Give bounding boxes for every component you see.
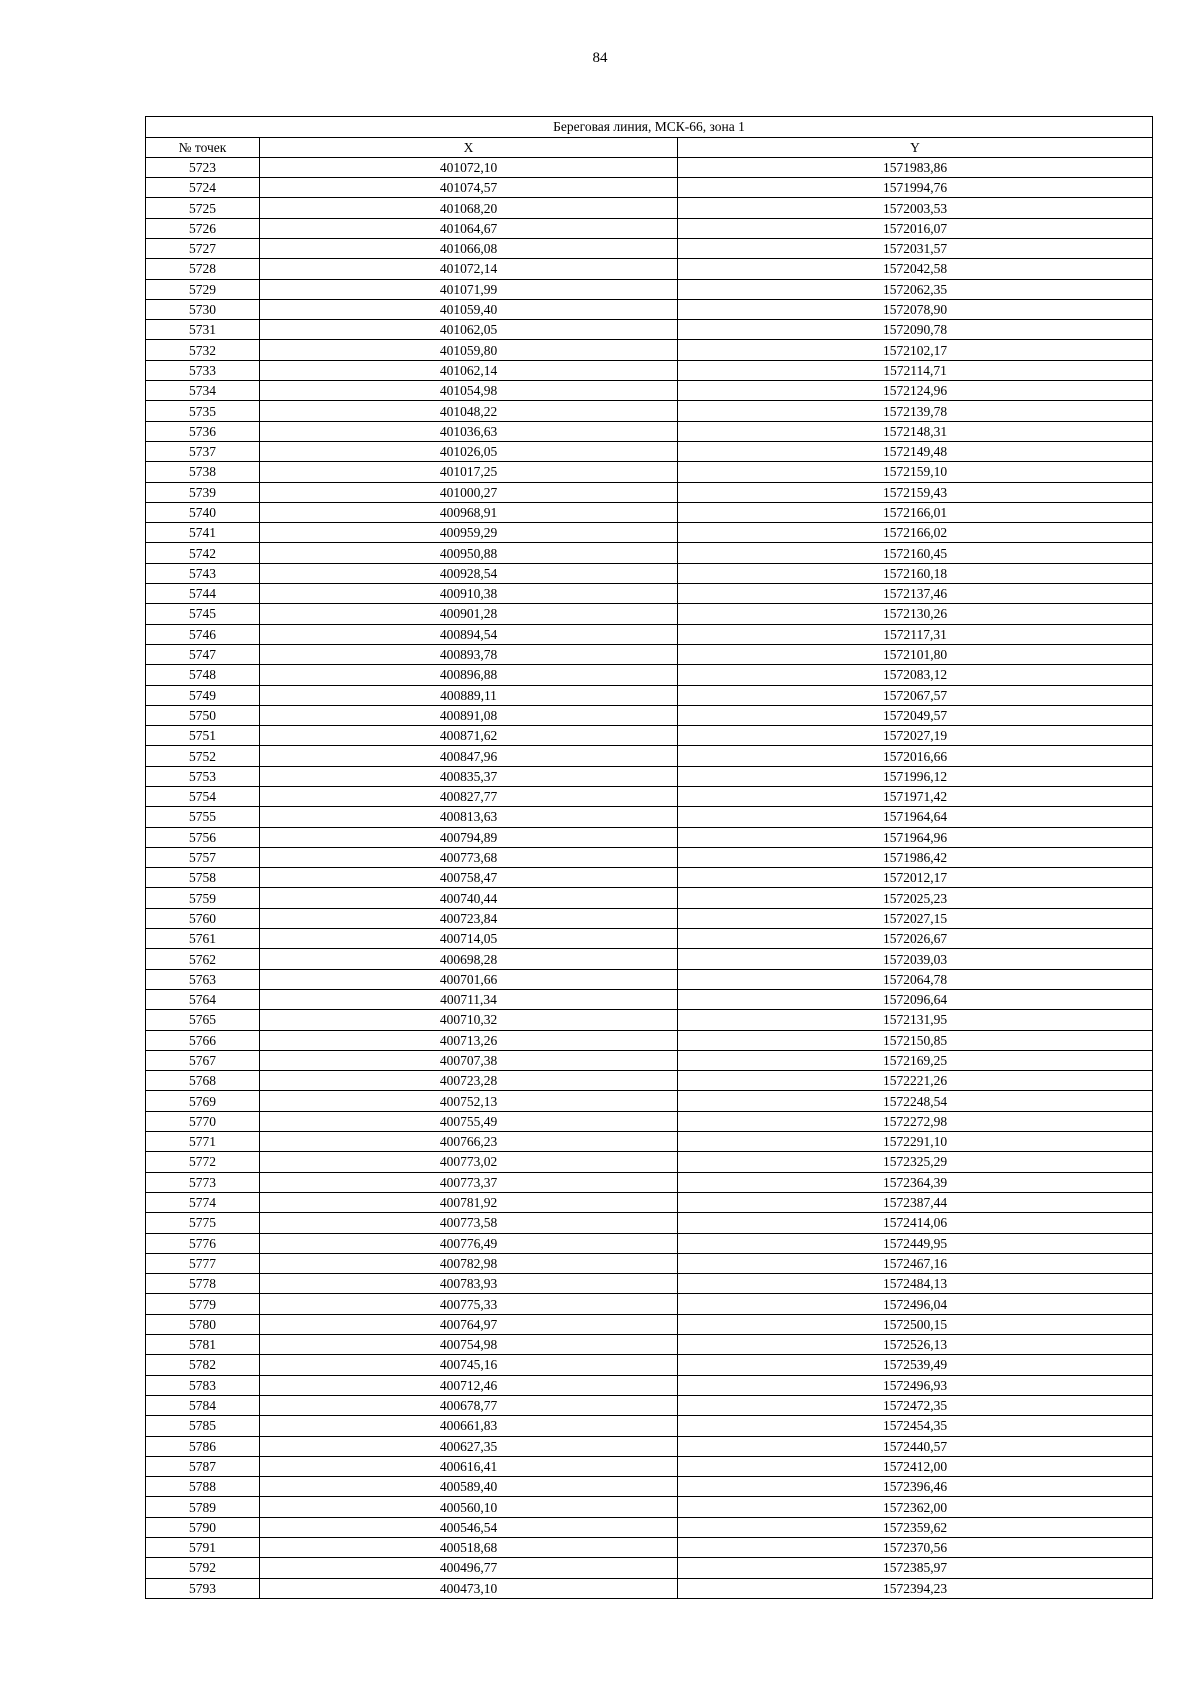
point-number-cell: 5749 bbox=[146, 685, 260, 705]
table-row bbox=[146, 1172, 1153, 1192]
x-cell: 400775,33 bbox=[260, 1294, 678, 1314]
x-cell: 400968,91 bbox=[260, 502, 678, 522]
table-row bbox=[146, 1314, 1153, 1334]
x-cell: 400773,02 bbox=[260, 1152, 678, 1172]
point-number-cell: 5786 bbox=[146, 1436, 260, 1456]
table-row bbox=[146, 685, 1153, 705]
y-cell: 1572364,39 bbox=[678, 1172, 1153, 1192]
point-number-cell: 5747 bbox=[146, 644, 260, 664]
y-cell: 1572090,78 bbox=[678, 320, 1153, 340]
table-row bbox=[146, 1558, 1153, 1578]
x-cell: 401059,80 bbox=[260, 340, 678, 360]
x-cell: 400910,38 bbox=[260, 584, 678, 604]
x-cell: 401000,27 bbox=[260, 482, 678, 502]
point-number-cell: 5756 bbox=[146, 827, 260, 847]
y-cell: 1572150,85 bbox=[678, 1030, 1153, 1050]
point-number-cell: 5750 bbox=[146, 705, 260, 725]
table-row bbox=[146, 1213, 1153, 1233]
x-cell: 400560,10 bbox=[260, 1497, 678, 1517]
point-number-cell: 5773 bbox=[146, 1172, 260, 1192]
table-row bbox=[146, 908, 1153, 928]
point-number-cell: 5746 bbox=[146, 624, 260, 644]
point-number-cell: 5785 bbox=[146, 1416, 260, 1436]
x-cell: 401048,22 bbox=[260, 401, 678, 421]
x-cell: 401062,14 bbox=[260, 360, 678, 380]
point-number-cell: 5743 bbox=[146, 563, 260, 583]
x-cell: 401072,10 bbox=[260, 157, 678, 177]
x-cell: 401017,25 bbox=[260, 462, 678, 482]
table-row bbox=[146, 157, 1153, 177]
table-row bbox=[146, 523, 1153, 543]
point-number-cell: 5793 bbox=[146, 1578, 260, 1598]
point-number-cell: 5782 bbox=[146, 1355, 260, 1375]
x-cell: 400723,28 bbox=[260, 1071, 678, 1091]
table-row bbox=[146, 1132, 1153, 1152]
x-cell: 400712,46 bbox=[260, 1375, 678, 1395]
point-number-cell: 5784 bbox=[146, 1395, 260, 1415]
point-number-cell: 5723 bbox=[146, 157, 260, 177]
x-cell: 400783,93 bbox=[260, 1274, 678, 1294]
x-cell: 400473,10 bbox=[260, 1578, 678, 1598]
y-cell: 1572526,13 bbox=[678, 1335, 1153, 1355]
y-cell: 1571971,42 bbox=[678, 787, 1153, 807]
x-cell: 400711,34 bbox=[260, 989, 678, 1009]
point-number-cell: 5726 bbox=[146, 218, 260, 238]
x-cell: 400891,08 bbox=[260, 705, 678, 725]
y-cell: 1572160,18 bbox=[678, 563, 1153, 583]
table-title: Береговая линия, МСК-66, зона 1 bbox=[146, 117, 1153, 138]
x-cell: 401072,14 bbox=[260, 259, 678, 279]
y-cell: 1572472,35 bbox=[678, 1395, 1153, 1415]
x-cell: 400894,54 bbox=[260, 624, 678, 644]
x-cell: 400707,38 bbox=[260, 1050, 678, 1070]
point-number-cell: 5732 bbox=[146, 340, 260, 360]
table-row bbox=[146, 320, 1153, 340]
y-cell: 1572012,17 bbox=[678, 868, 1153, 888]
point-number-cell: 5770 bbox=[146, 1111, 260, 1131]
x-cell: 400678,77 bbox=[260, 1395, 678, 1415]
header-y: Y bbox=[678, 137, 1153, 157]
y-cell: 1571964,64 bbox=[678, 807, 1153, 827]
point-number-cell: 5787 bbox=[146, 1456, 260, 1476]
x-cell: 400901,28 bbox=[260, 604, 678, 624]
y-cell: 1572026,67 bbox=[678, 929, 1153, 949]
y-cell: 1572067,57 bbox=[678, 685, 1153, 705]
point-number-cell: 5779 bbox=[146, 1294, 260, 1314]
table-row bbox=[146, 1436, 1153, 1456]
x-cell: 401064,67 bbox=[260, 218, 678, 238]
point-number-cell: 5767 bbox=[146, 1050, 260, 1070]
x-cell: 400740,44 bbox=[260, 888, 678, 908]
y-cell: 1572412,00 bbox=[678, 1456, 1153, 1476]
y-cell: 1572003,53 bbox=[678, 198, 1153, 218]
table-row bbox=[146, 1456, 1153, 1476]
x-cell: 400776,49 bbox=[260, 1233, 678, 1253]
point-number-cell: 5731 bbox=[146, 320, 260, 340]
table-row bbox=[146, 665, 1153, 685]
table-row bbox=[146, 1477, 1153, 1497]
point-number-cell: 5771 bbox=[146, 1132, 260, 1152]
point-number-cell: 5729 bbox=[146, 279, 260, 299]
table-row bbox=[146, 1050, 1153, 1070]
point-number-cell: 5759 bbox=[146, 888, 260, 908]
x-cell: 400546,54 bbox=[260, 1517, 678, 1537]
x-cell: 400827,77 bbox=[260, 787, 678, 807]
y-cell: 1572370,56 bbox=[678, 1537, 1153, 1557]
x-cell: 400950,88 bbox=[260, 543, 678, 563]
table-row bbox=[146, 462, 1153, 482]
table-row bbox=[146, 787, 1153, 807]
x-cell: 400764,97 bbox=[260, 1314, 678, 1334]
point-number-cell: 5752 bbox=[146, 746, 260, 766]
x-cell: 400847,96 bbox=[260, 746, 678, 766]
table-row bbox=[146, 340, 1153, 360]
table-row bbox=[146, 441, 1153, 461]
table-row bbox=[146, 766, 1153, 786]
table-row bbox=[146, 1253, 1153, 1273]
table-row bbox=[146, 644, 1153, 664]
y-cell: 1572496,04 bbox=[678, 1294, 1153, 1314]
y-cell: 1572449,95 bbox=[678, 1233, 1153, 1253]
point-number-cell: 5765 bbox=[146, 1010, 260, 1030]
point-number-cell: 5775 bbox=[146, 1213, 260, 1233]
x-cell: 400766,23 bbox=[260, 1132, 678, 1152]
y-cell: 1571964,96 bbox=[678, 827, 1153, 847]
table-row bbox=[146, 279, 1153, 299]
table-row bbox=[146, 1537, 1153, 1557]
x-cell: 400781,92 bbox=[260, 1192, 678, 1212]
x-cell: 400698,28 bbox=[260, 949, 678, 969]
point-number-cell: 5780 bbox=[146, 1314, 260, 1334]
point-number-cell: 5790 bbox=[146, 1517, 260, 1537]
y-cell: 1572362,00 bbox=[678, 1497, 1153, 1517]
point-number-cell: 5737 bbox=[146, 441, 260, 461]
y-cell: 1572101,80 bbox=[678, 644, 1153, 664]
y-cell: 1572385,97 bbox=[678, 1558, 1153, 1578]
table-row bbox=[146, 1375, 1153, 1395]
y-cell: 1572062,35 bbox=[678, 279, 1153, 299]
table-row bbox=[146, 1497, 1153, 1517]
y-cell: 1571983,86 bbox=[678, 157, 1153, 177]
table-title-row bbox=[146, 117, 1153, 138]
x-cell: 400723,84 bbox=[260, 908, 678, 928]
x-cell: 400896,88 bbox=[260, 665, 678, 685]
table-row bbox=[146, 989, 1153, 1009]
x-cell: 400752,13 bbox=[260, 1091, 678, 1111]
table-row bbox=[146, 969, 1153, 989]
table-row bbox=[146, 1111, 1153, 1131]
table-row bbox=[146, 1030, 1153, 1050]
x-cell: 400713,26 bbox=[260, 1030, 678, 1050]
point-number-cell: 5789 bbox=[146, 1497, 260, 1517]
x-cell: 400889,11 bbox=[260, 685, 678, 705]
y-cell: 1572169,25 bbox=[678, 1050, 1153, 1070]
point-number-cell: 5768 bbox=[146, 1071, 260, 1091]
table-row bbox=[146, 238, 1153, 258]
y-cell: 1572159,10 bbox=[678, 462, 1153, 482]
table-row bbox=[146, 401, 1153, 421]
table-row bbox=[146, 482, 1153, 502]
table-header-row bbox=[146, 137, 1153, 157]
y-cell: 1572130,26 bbox=[678, 604, 1153, 624]
x-cell: 401068,20 bbox=[260, 198, 678, 218]
x-cell: 400745,16 bbox=[260, 1355, 678, 1375]
point-number-cell: 5769 bbox=[146, 1091, 260, 1111]
x-cell: 400794,89 bbox=[260, 827, 678, 847]
point-number-cell: 5735 bbox=[146, 401, 260, 421]
y-cell: 1572114,71 bbox=[678, 360, 1153, 380]
table-row bbox=[146, 1416, 1153, 1436]
table-row bbox=[146, 807, 1153, 827]
y-cell: 1572027,19 bbox=[678, 726, 1153, 746]
table-row bbox=[146, 1517, 1153, 1537]
x-cell: 400714,05 bbox=[260, 929, 678, 949]
x-cell: 400773,37 bbox=[260, 1172, 678, 1192]
y-cell: 1572049,57 bbox=[678, 705, 1153, 725]
x-cell: 400758,47 bbox=[260, 868, 678, 888]
table-row bbox=[146, 746, 1153, 766]
table-row bbox=[146, 563, 1153, 583]
table-row bbox=[146, 1233, 1153, 1253]
point-number-cell: 5745 bbox=[146, 604, 260, 624]
x-cell: 400928,54 bbox=[260, 563, 678, 583]
y-cell: 1572016,07 bbox=[678, 218, 1153, 238]
table-row bbox=[146, 949, 1153, 969]
y-cell: 1571994,76 bbox=[678, 178, 1153, 198]
x-cell: 401071,99 bbox=[260, 279, 678, 299]
table-row bbox=[146, 1395, 1153, 1415]
y-cell: 1572025,23 bbox=[678, 888, 1153, 908]
point-number-cell: 5739 bbox=[146, 482, 260, 502]
x-cell: 400773,58 bbox=[260, 1213, 678, 1233]
table-row bbox=[146, 1578, 1153, 1598]
point-number-cell: 5764 bbox=[146, 989, 260, 1009]
table-row bbox=[146, 218, 1153, 238]
x-cell: 400782,98 bbox=[260, 1253, 678, 1273]
y-cell: 1572291,10 bbox=[678, 1132, 1153, 1152]
x-cell: 401026,05 bbox=[260, 441, 678, 461]
point-number-cell: 5758 bbox=[146, 868, 260, 888]
table-row bbox=[146, 1091, 1153, 1111]
table-row bbox=[146, 604, 1153, 624]
y-cell: 1572272,98 bbox=[678, 1111, 1153, 1131]
point-number-cell: 5763 bbox=[146, 969, 260, 989]
point-number-cell: 5738 bbox=[146, 462, 260, 482]
x-cell: 400755,49 bbox=[260, 1111, 678, 1131]
point-number-cell: 5733 bbox=[146, 360, 260, 380]
x-cell: 401036,63 bbox=[260, 421, 678, 441]
table-row bbox=[146, 1152, 1153, 1172]
table-row bbox=[146, 198, 1153, 218]
y-cell: 1572387,44 bbox=[678, 1192, 1153, 1212]
table-row bbox=[146, 299, 1153, 319]
table-row bbox=[146, 1192, 1153, 1212]
table-row bbox=[146, 259, 1153, 279]
x-cell: 400871,62 bbox=[260, 726, 678, 746]
y-cell: 1572117,31 bbox=[678, 624, 1153, 644]
point-number-cell: 5774 bbox=[146, 1192, 260, 1212]
y-cell: 1572359,62 bbox=[678, 1517, 1153, 1537]
y-cell: 1572248,54 bbox=[678, 1091, 1153, 1111]
table-row bbox=[146, 360, 1153, 380]
y-cell: 1571986,42 bbox=[678, 847, 1153, 867]
table-row bbox=[146, 624, 1153, 644]
y-cell: 1572083,12 bbox=[678, 665, 1153, 685]
y-cell: 1572042,58 bbox=[678, 259, 1153, 279]
y-cell: 1572137,46 bbox=[678, 584, 1153, 604]
y-cell: 1571996,12 bbox=[678, 766, 1153, 786]
table-row bbox=[146, 726, 1153, 746]
x-cell: 400616,41 bbox=[260, 1456, 678, 1476]
y-cell: 1572031,57 bbox=[678, 238, 1153, 258]
x-cell: 400661,83 bbox=[260, 1416, 678, 1436]
point-number-cell: 5742 bbox=[146, 543, 260, 563]
coordinates-table bbox=[145, 116, 1153, 1599]
table-row bbox=[146, 847, 1153, 867]
point-number-cell: 5724 bbox=[146, 178, 260, 198]
point-number-cell: 5741 bbox=[146, 523, 260, 543]
point-number-cell: 5725 bbox=[146, 198, 260, 218]
x-cell: 400813,63 bbox=[260, 807, 678, 827]
point-number-cell: 5783 bbox=[146, 1375, 260, 1395]
x-cell: 400589,40 bbox=[260, 1477, 678, 1497]
header-point-number: № точек bbox=[146, 137, 260, 157]
y-cell: 1572160,45 bbox=[678, 543, 1153, 563]
y-cell: 1572500,15 bbox=[678, 1314, 1153, 1334]
y-cell: 1572139,78 bbox=[678, 401, 1153, 421]
x-cell: 400627,35 bbox=[260, 1436, 678, 1456]
table-row bbox=[146, 929, 1153, 949]
y-cell: 1572016,66 bbox=[678, 746, 1153, 766]
table-row bbox=[146, 1335, 1153, 1355]
x-cell: 400835,37 bbox=[260, 766, 678, 786]
point-number-cell: 5744 bbox=[146, 584, 260, 604]
page-number: 84 bbox=[592, 50, 608, 66]
x-cell: 400518,68 bbox=[260, 1537, 678, 1557]
y-cell: 1572159,43 bbox=[678, 482, 1153, 502]
point-number-cell: 5781 bbox=[146, 1335, 260, 1355]
table-row bbox=[146, 502, 1153, 522]
table-row bbox=[146, 421, 1153, 441]
table-row bbox=[146, 888, 1153, 908]
y-cell: 1572102,17 bbox=[678, 340, 1153, 360]
point-number-cell: 5778 bbox=[146, 1274, 260, 1294]
y-cell: 1572096,64 bbox=[678, 989, 1153, 1009]
header-x: X bbox=[260, 137, 678, 157]
y-cell: 1572454,35 bbox=[678, 1416, 1153, 1436]
x-cell: 400701,66 bbox=[260, 969, 678, 989]
point-number-cell: 5728 bbox=[146, 259, 260, 279]
table-body bbox=[146, 157, 1153, 1598]
x-cell: 401074,57 bbox=[260, 178, 678, 198]
y-cell: 1572064,78 bbox=[678, 969, 1153, 989]
table-row bbox=[146, 543, 1153, 563]
y-cell: 1572394,23 bbox=[678, 1578, 1153, 1598]
point-number-cell: 5788 bbox=[146, 1477, 260, 1497]
table-row bbox=[146, 1355, 1153, 1375]
y-cell: 1572440,57 bbox=[678, 1436, 1153, 1456]
point-number-cell: 5772 bbox=[146, 1152, 260, 1172]
point-number-cell: 5736 bbox=[146, 421, 260, 441]
y-cell: 1572124,96 bbox=[678, 381, 1153, 401]
point-number-cell: 5730 bbox=[146, 299, 260, 319]
table-row bbox=[146, 1274, 1153, 1294]
table-row bbox=[146, 1294, 1153, 1314]
x-cell: 400773,68 bbox=[260, 847, 678, 867]
point-number-cell: 5766 bbox=[146, 1030, 260, 1050]
y-cell: 1572484,13 bbox=[678, 1274, 1153, 1294]
y-cell: 1572467,16 bbox=[678, 1253, 1153, 1273]
y-cell: 1572414,06 bbox=[678, 1213, 1153, 1233]
point-number-cell: 5754 bbox=[146, 787, 260, 807]
y-cell: 1572131,95 bbox=[678, 1010, 1153, 1030]
y-cell: 1572148,31 bbox=[678, 421, 1153, 441]
x-cell: 401054,98 bbox=[260, 381, 678, 401]
x-cell: 400754,98 bbox=[260, 1335, 678, 1355]
point-number-cell: 5755 bbox=[146, 807, 260, 827]
table-row bbox=[146, 827, 1153, 847]
y-cell: 1572325,29 bbox=[678, 1152, 1153, 1172]
x-cell: 400710,32 bbox=[260, 1010, 678, 1030]
x-cell: 401066,08 bbox=[260, 238, 678, 258]
point-number-cell: 5727 bbox=[146, 238, 260, 258]
point-number-cell: 5734 bbox=[146, 381, 260, 401]
x-cell: 401059,40 bbox=[260, 299, 678, 319]
point-number-cell: 5751 bbox=[146, 726, 260, 746]
table-row bbox=[146, 584, 1153, 604]
table-row bbox=[146, 1071, 1153, 1091]
point-number-cell: 5791 bbox=[146, 1537, 260, 1557]
point-number-cell: 5761 bbox=[146, 929, 260, 949]
point-number-cell: 5777 bbox=[146, 1253, 260, 1273]
point-number-cell: 5748 bbox=[146, 665, 260, 685]
y-cell: 1572539,49 bbox=[678, 1355, 1153, 1375]
y-cell: 1572221,26 bbox=[678, 1071, 1153, 1091]
y-cell: 1572039,03 bbox=[678, 949, 1153, 969]
x-cell: 401062,05 bbox=[260, 320, 678, 340]
y-cell: 1572027,15 bbox=[678, 908, 1153, 928]
x-cell: 400496,77 bbox=[260, 1558, 678, 1578]
point-number-cell: 5760 bbox=[146, 908, 260, 928]
x-cell: 400893,78 bbox=[260, 644, 678, 664]
point-number-cell: 5776 bbox=[146, 1233, 260, 1253]
y-cell: 1572166,01 bbox=[678, 502, 1153, 522]
table-row bbox=[146, 381, 1153, 401]
y-cell: 1572149,48 bbox=[678, 441, 1153, 461]
y-cell: 1572396,46 bbox=[678, 1477, 1153, 1497]
point-number-cell: 5757 bbox=[146, 847, 260, 867]
table-row bbox=[146, 178, 1153, 198]
point-number-cell: 5762 bbox=[146, 949, 260, 969]
y-cell: 1572496,93 bbox=[678, 1375, 1153, 1395]
y-cell: 1572078,90 bbox=[678, 299, 1153, 319]
table-row bbox=[146, 1010, 1153, 1030]
y-cell: 1572166,02 bbox=[678, 523, 1153, 543]
table-row bbox=[146, 705, 1153, 725]
table-row bbox=[146, 868, 1153, 888]
point-number-cell: 5753 bbox=[146, 766, 260, 786]
point-number-cell: 5792 bbox=[146, 1558, 260, 1578]
x-cell: 400959,29 bbox=[260, 523, 678, 543]
point-number-cell: 5740 bbox=[146, 502, 260, 522]
